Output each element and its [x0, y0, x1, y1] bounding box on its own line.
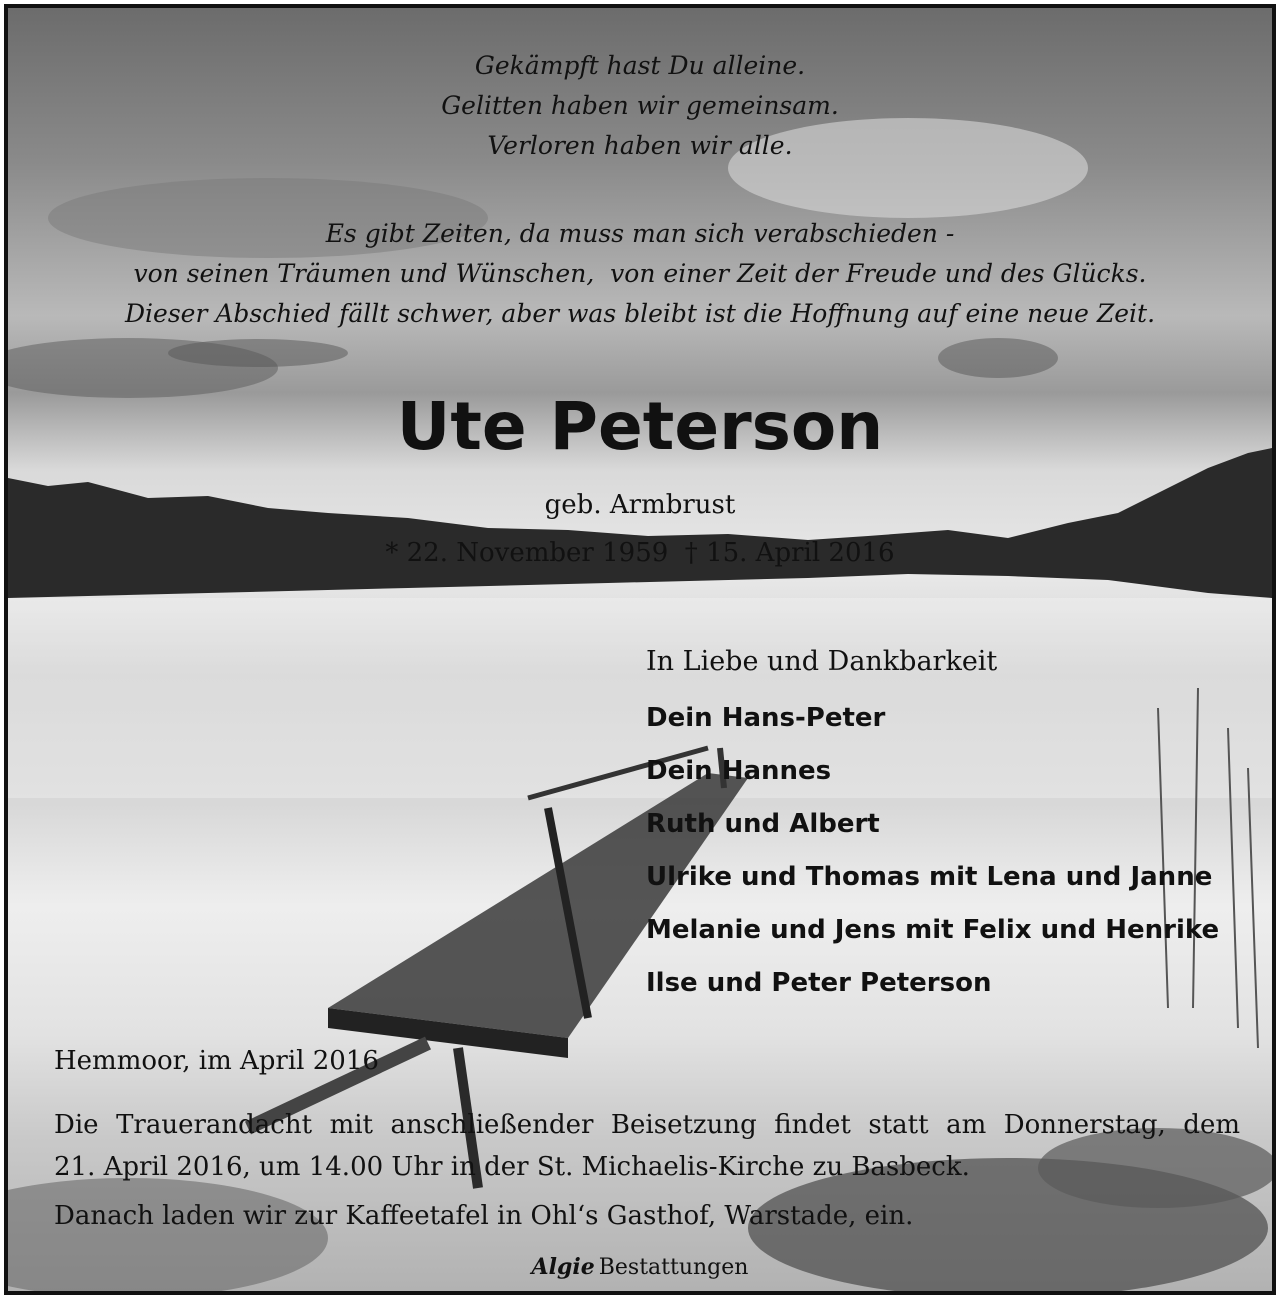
- obituary-card: [4, 4, 1276, 1295]
- undertaker-label: Bestattungen: [598, 1255, 749, 1280]
- thanks-line: In Liebe und Dankbarkeit: [646, 646, 998, 677]
- undertaker-credit: [8, 1254, 1272, 1280]
- lake-landscape-image: [8, 8, 1272, 1291]
- service-line: Die Trauerandacht mit anschließender Beisetzung findet statt am Donnerstag, dem: [54, 1110, 1240, 1140]
- mourner: Ilse und Peter Peterson: [646, 968, 992, 998]
- mourner: Ulrike und Thomas mit Lena und Janne: [646, 862, 1213, 892]
- service-line: 21. April 2016, um 14.00 Uhr in der St. Michaelis-Kirche zu Basbeck.: [54, 1152, 970, 1182]
- coffee-invitation: Danach laden wir zur Kaffeetafel in Ohl‘s Gasthof, Warstade, ein.: [54, 1201, 914, 1231]
- quote-line: Es gibt Zeiten, da muss man sich verabschieden -: [325, 219, 955, 248]
- quote-line: Gelitten haben wir gemeinsam.: [441, 91, 839, 120]
- mourner: Dein Hans-Peter: [646, 703, 886, 733]
- quote-line: Dieser Abschied fällt schwer, aber was bleibt ist die Hoffnung auf eine neue Zeit.: [124, 299, 1156, 328]
- life-dates: * 22. November 1959 † 15. April 2016: [385, 538, 895, 568]
- quote-line: Gekämpft hast Du alleine.: [474, 51, 806, 80]
- deceased-name: Ute Peterson: [396, 388, 884, 465]
- mourner: Dein Hannes: [646, 756, 832, 786]
- quote-line: Verloren haben wir alle.: [487, 131, 793, 160]
- quote-one: [8, 46, 1272, 166]
- service-notice: [54, 1104, 1240, 1188]
- mourner: Melanie und Jens mit Felix und Henrike: [646, 915, 1220, 945]
- undertaker-logo: Algie: [531, 1254, 595, 1280]
- quote-line: von seinen Träumen und Wünschen, von einer Zeit der Freude und des Glücks.: [133, 259, 1147, 288]
- birth-name: geb. Armbrust: [544, 490, 736, 520]
- quote-two: [8, 214, 1272, 334]
- mourners-list: [646, 698, 1219, 1016]
- place-date: Hemmoor, im April 2016: [54, 1046, 379, 1076]
- mourner: Ruth und Albert: [646, 809, 880, 839]
